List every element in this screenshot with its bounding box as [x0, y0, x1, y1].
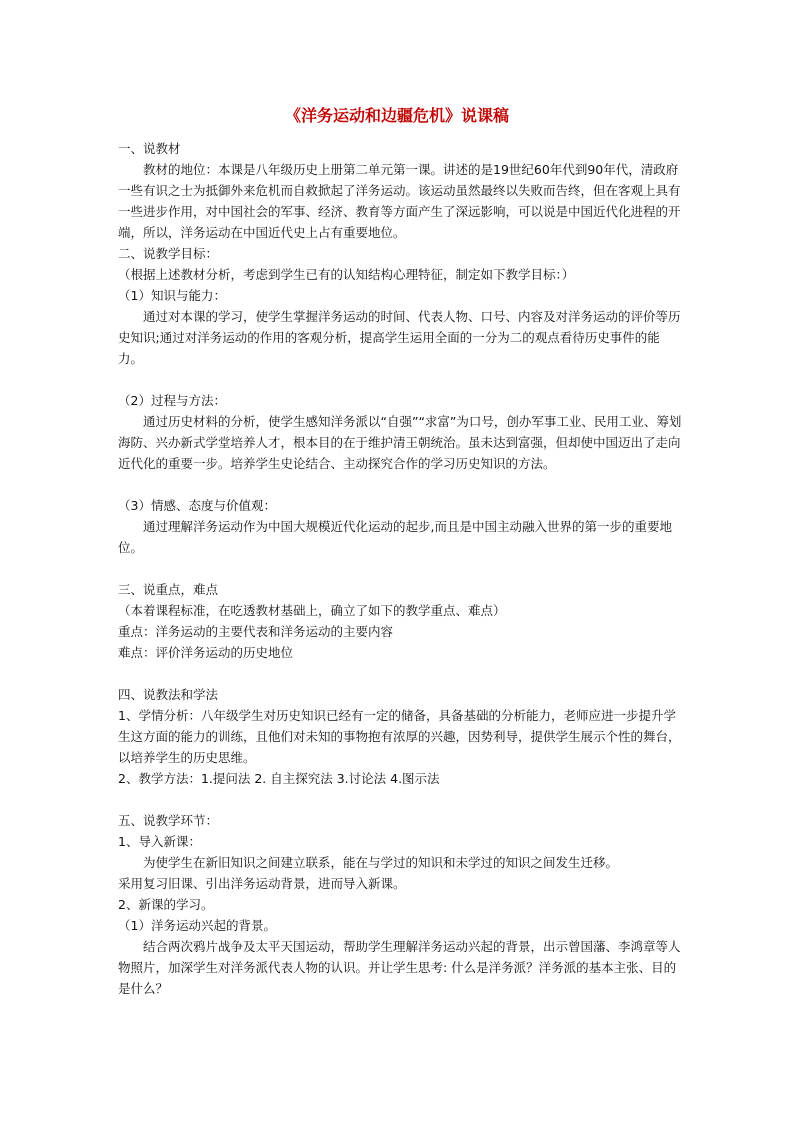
spacer	[118, 663, 684, 684]
section-1-heading: 一、说教材	[118, 141, 181, 156]
spacer	[118, 558, 684, 579]
goal-2-label: （2）过程与方法：	[118, 393, 226, 408]
section-3-intro: （本着课程标准，在吃透教材基础上，确立了如下的教学重点、难点）	[118, 603, 506, 618]
document-title: 《洋务运动和边疆危机》说课稿	[284, 106, 509, 125]
goal-3-label: （3）情感、态度与价值观：	[118, 498, 276, 513]
intro-lesson-text-2: 采用复习旧课、引出洋务运动背景，进而导入新课。	[118, 876, 406, 891]
section-3-heading: 三、说重点，难点	[118, 582, 219, 597]
new-lesson-item-1-text: 结合两次鸦片战争及太平天国运动，帮助学生理解洋务运动兴起的背景，出示曾国藩、李鸿章等人物照片，加深学生对洋务派代表人物的认识。并让学生思考: 什么是洋务派？洋务派的基本主张、目的是什么？	[118, 939, 681, 996]
intro-lesson-text: 为使学生在新旧知识之间建立联系，能在与学过的知识和未学过的知识之间发生迁移。	[143, 855, 619, 870]
document-body	[118, 138, 684, 999]
section-2-intro: （根据上述教材分析，考虑到学生已有的认知结构心理特征，制定如下教学目标：）	[118, 267, 575, 282]
section-1-paragraph: 教材的地位：本课是八年级历史上册第二单元第一课。讲述的是19世纪60年代到90年代，清政府一些有识之士为抵御外来危机而自救掀起了洋务运动。该运动虽然最终以失败而告终，但在客观上具有一些进步作用，对中国社会的军事、经济、教育等方面产生了深远影响，可以说是中国近代化进程的开端，所以，洋务运动在中国近代史上占有重要地位。	[118, 162, 681, 240]
goal-1-label: （1）知识与能力：	[118, 288, 226, 303]
section-4-heading: 四、说教法和学法	[118, 687, 219, 702]
key-point: 重点：洋务运动的主要代表和洋务运动的主要内容	[118, 624, 394, 639]
spacer	[118, 474, 684, 495]
new-lesson-label: 2、新课的学习。	[118, 897, 214, 912]
spacer	[118, 789, 684, 810]
goal-1-text: 通过对本课的学习，使学生掌握洋务运动的时间、代表人物、口号、内容及对洋务运动的评价等历史知识;通过对洋务运动的作用的客观分析，提高学生运用全面的一分为二的观点看待历史事件的能力。	[118, 309, 681, 366]
new-lesson-item-1: （1）洋务运动兴起的背景。	[118, 918, 276, 933]
difficult-point: 难点：评价洋务运动的历史地位	[118, 645, 294, 660]
goal-2-text: 通过历史材料的分析，使学生感知洋务派以“自强”“求富”为口号，创办军事工业、民用工业、筹划海防、兴办新式学堂培养人才，根本目的在于维护清王朝统治。虽未达到富强，但却使中国迈出了走向近代化的重要一步。培养学生史论结合、主动探究合作的学习历史知识的方法。	[118, 414, 682, 471]
learner-analysis: 1、学情分析：八年级学生对历史知识已经有一定的储备，具备基础的分析能力，老师应进一步提升学生这方面的能力的训练，且他们对未知的事物抱有浓厚的兴趣，因势利导，提供学生展示个性的舞台，以培养学生的历史思维。	[118, 708, 681, 765]
goal-3-text: 通过理解洋务运动作为中国大规模近代化运动的起步,而且是中国主动融入世界的第一步的重要地位。	[118, 519, 672, 555]
section-2-heading: 二、说教学目标：	[118, 246, 219, 261]
intro-lesson-label: 1、导入新课：	[118, 834, 201, 849]
section-5-heading: 五、说教学环节：	[118, 813, 219, 828]
spacer	[118, 369, 684, 390]
teaching-methods: 2、教学方法：1.提问法 2. 自主探究法 3.讨论法 4.图示法	[118, 771, 440, 786]
